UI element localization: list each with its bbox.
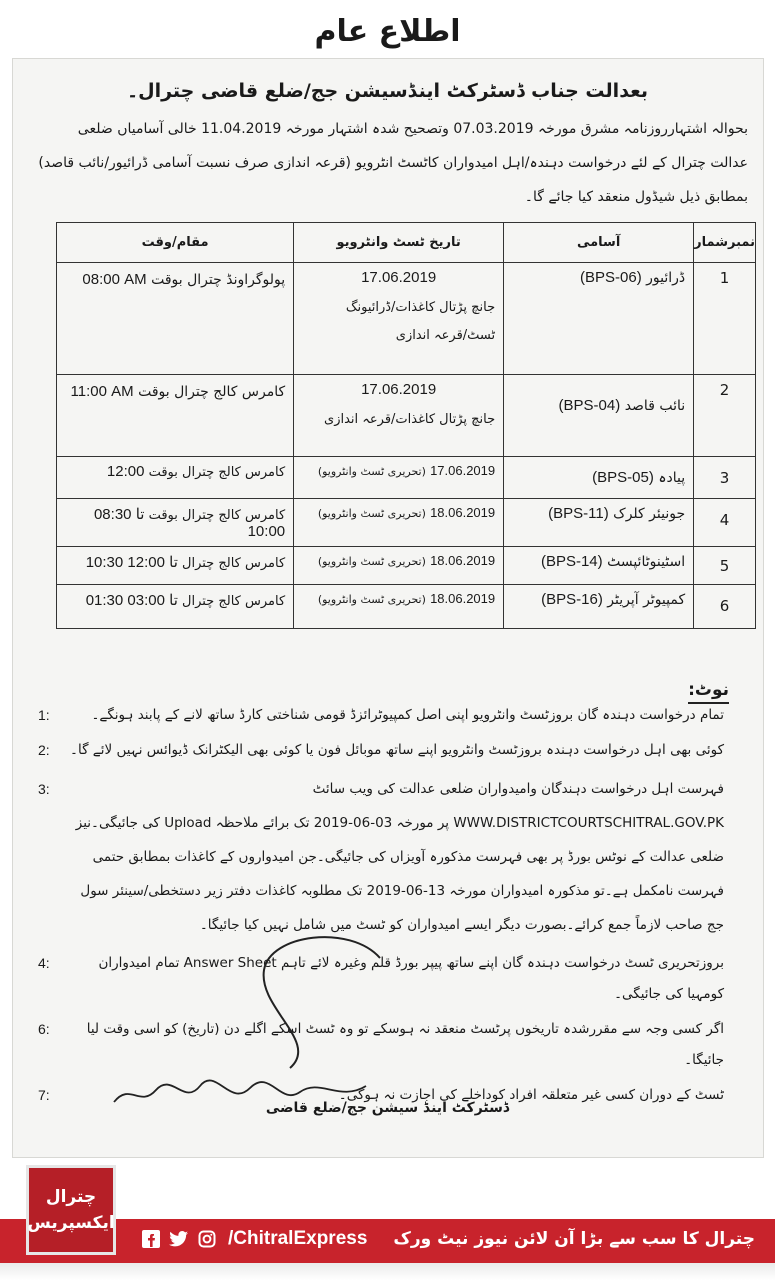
test-date: 17.06.2019 (430, 463, 496, 478)
post-cell (504, 585, 694, 629)
notes-list (34, 700, 756, 1111)
notes-title: نوٹ: (688, 680, 729, 704)
venue-time: 11:00 AM (70, 383, 134, 400)
instagram-icon[interactable] (196, 1228, 218, 1250)
row-number (694, 375, 756, 457)
post-bps: (BPS-04) (558, 397, 621, 414)
venue-cell (57, 457, 294, 499)
note-item (34, 772, 756, 942)
signature-title: ڈسٹرکٹ اینڈ سیشن جج/ضلع قاضی (265, 1100, 510, 1116)
intro-paragraph: بحوالہ اشتہارروزنامہ مشرق مورخہ 07.03.2019 وتصحیح شدہ اشتہار مورخہ 11.04.2019 خالی آسامیاں ضلعی عدالت چترال کے لئے درخواست دہندہ/اہل امیدواران کاٹسٹ انٹرویو (قرعہ اندازی صرف نسبت آسامی ڈرائیور/نائب قاصد) بمطابق ذیل شیڈول منعقد کیا جائے گا۔ (38, 121, 748, 205)
test-date: 18.06.2019 (430, 505, 496, 520)
venue-name: کامرس کالج چترال بوقت (138, 384, 286, 400)
venue-name: کامرس کالج چترال بوقت (148, 508, 286, 523)
note-text: تمام درخواست دہندہ گان بروزٹسٹ وانٹرویو اپنی اصل کمپیوٹرائزڈ قومی شناختی کارڈ ساتھ لانے کے پابند ہونگے۔ (91, 707, 724, 723)
notice-title: اطلاع عام (314, 14, 461, 49)
venue-name: کامرس کالج چترال (182, 594, 286, 609)
test-detail: جانچ پڑتال کاغذات/قرعہ اندازی (324, 412, 496, 427)
venue-name: کامرس کالج چترال (182, 556, 286, 571)
row-number (694, 585, 756, 629)
post-cell (504, 375, 694, 457)
facebook-icon[interactable] (140, 1228, 162, 1250)
post-name: پیادہ (658, 470, 686, 486)
post-name: ڈرائیور (646, 270, 686, 286)
note-item (34, 735, 756, 766)
post-bps: (BPS-11) (548, 505, 609, 522)
note-item (34, 948, 756, 1010)
note-text: اگر کسی وجہ سے مقررشدہ تاریخوں پرٹسٹ منعقد نہ ہوسکے تو وہ ٹسٹ اسکے اگلے دن (تاریخ) کو اسی وقت لیا جائیگا۔ (86, 1021, 724, 1068)
court-header: بعدالت جناب ڈسٹرکٹ اینڈسیشن جج/ضلع قاضی چترال۔ (126, 80, 649, 102)
row-number-text: 2 (719, 381, 730, 399)
venue-cell (57, 585, 294, 629)
note-text: بروزتحریری ٹسٹ درخواست دہندہ گان اپنے ساتھ پیپر بورڈ قلم وغیرہ لائے تاہم Answer Sheet تمام امیدواران کومہیا کی جائیگی۔ (98, 955, 724, 1002)
col-header-venue: مقام/وقت (57, 223, 294, 263)
test-note: (تحریری ٹسٹ وانٹرویو) (317, 555, 426, 568)
row-number-text: 1 (719, 269, 730, 287)
venue-time: 10:30 تا 12:00 (85, 554, 178, 571)
table-row (57, 263, 756, 375)
venue-name: پولوگراونڈ چترال بوقت (151, 272, 286, 288)
table-row (57, 457, 756, 499)
test-date: 18.06.2019 (430, 591, 496, 606)
note-text: کوئی بھی اہل درخواست دہندہ بروزٹسٹ وانٹرویو اپنے ساتھ موبائل فون یا کوئی بھی الیکٹرانک ڈیوائس نہیں لائے گا۔ (70, 742, 724, 758)
brand-logo (26, 1165, 116, 1255)
test-date: 17.06.2019 (361, 381, 437, 398)
note-number: :6 (38, 1021, 50, 1037)
table-row (57, 499, 756, 547)
post-bps: (BPS-14) (540, 553, 603, 570)
post-bps: (BPS-05) (592, 469, 654, 486)
social-links (140, 1228, 367, 1250)
date-cell (294, 263, 504, 375)
row-number (694, 547, 756, 585)
logo-line1: چترال (45, 1187, 97, 1207)
venue-time: 08:30 تا 10:00 (93, 506, 286, 540)
post-bps: (BPS-16) (541, 591, 603, 608)
footer-tagline: چترال کا سب سے بڑا آن لائن نیوز نیٹ ورک (393, 1229, 755, 1249)
row-number-text: 6 (719, 597, 730, 615)
social-handle[interactable]: /ChitralExpress (228, 1228, 368, 1249)
venue-cell (57, 499, 294, 547)
note-number: :2 (38, 742, 50, 758)
note-item (34, 700, 756, 731)
venue-name: کامرس کالج چترال بوقت (148, 465, 286, 480)
signature-stroke (230, 930, 390, 1070)
test-detail: جانچ پڑتال کاغذات/ڈرائیونگ (345, 300, 496, 315)
post-name: نائب قاصد (624, 398, 686, 414)
venue-time: 01:30 تا 03:00 (85, 592, 178, 609)
note-text: فہرست اہل درخواست دہندگان وامیدواران ضلعی عدالت کی ویب سائٹ WWW.DISTRICTCOURTSCHITRAL.GOV.PK پر مورخہ 03-06-2019 تک برائے ملاحظہ Upload کی جائیگی۔نیز ضلعی عدالت کے نوٹس بورڈ پر بھی فہرست مذکورہ آویزاں کی جائیگی۔جن امیدواروں کے کاغذات بمطابق حتمی فہرست نامکمل ہے۔تو مذکورہ امیدواران مورخہ 13-06-2019 تک مطلوبہ کاغذات دفتر زیر دستخطی/سینئر سول جج صاحب لازماً جمع کرائے۔بصورت دیگر ایسے امیدواران کو ٹسٹ میں شامل نہیں کیا جائیگا۔ (75, 781, 724, 933)
test-date: 17.06.2019 (361, 269, 437, 286)
post-cell (504, 499, 694, 547)
row-number (694, 457, 756, 499)
col-header-no: نمبرشمار (694, 223, 756, 263)
post-bps: (BPS-06) (580, 269, 642, 286)
date-cell (294, 547, 504, 585)
post-name: اسٹینوٹائپسٹ (607, 554, 686, 570)
venue-cell (57, 375, 294, 457)
note-item (34, 1014, 756, 1076)
test-note: (تحریری ٹسٹ وانٹرویو) (317, 465, 426, 478)
table-row (57, 375, 756, 457)
test-note: (تحریری ٹسٹ وانٹرویو) (317, 507, 426, 520)
schedule-table (56, 222, 756, 629)
col-header-post: آسامی (504, 223, 694, 263)
row-number-text: 3 (719, 469, 730, 487)
note-number: :1 (38, 707, 50, 723)
twitter-icon[interactable] (168, 1228, 190, 1250)
venue-time: 08:00 AM (82, 271, 147, 288)
test-detail: ٹسٹ/قرعہ اندازی (395, 328, 496, 343)
note-text: ٹسٹ کے دوران کسی غیر متعلقہ افراد کوداخلے کی اجازت نہ ہوگی۔ (338, 1087, 724, 1103)
note-number: :4 (38, 955, 50, 971)
row-number (694, 263, 756, 375)
venue-cell (57, 547, 294, 585)
date-cell (294, 375, 504, 457)
logo-line2: ایکسپریس (27, 1213, 115, 1233)
test-note: (تحریری ٹسٹ وانٹرویو) (317, 593, 426, 606)
row-number-text: 4 (719, 511, 730, 529)
post-name: جونیئر کلرک (613, 506, 686, 522)
post-cell (504, 263, 694, 375)
table-row (57, 547, 756, 585)
note-number: :3 (38, 781, 50, 797)
date-cell (294, 499, 504, 547)
note-number: :7 (38, 1087, 50, 1103)
row-number (694, 499, 756, 547)
post-name: کمپیوٹر آپریٹر (607, 592, 686, 608)
venue-cell (57, 263, 294, 375)
table-row (57, 585, 756, 629)
date-cell (294, 457, 504, 499)
post-cell (504, 457, 694, 499)
col-header-date: تاریخ ٹسٹ وانٹرویو (294, 223, 504, 263)
post-cell (504, 547, 694, 585)
venue-time: 12:00 (106, 463, 145, 480)
row-number-text: 5 (719, 557, 730, 575)
date-cell (294, 585, 504, 629)
test-date: 18.06.2019 (430, 553, 496, 568)
table-header-row (57, 223, 756, 263)
